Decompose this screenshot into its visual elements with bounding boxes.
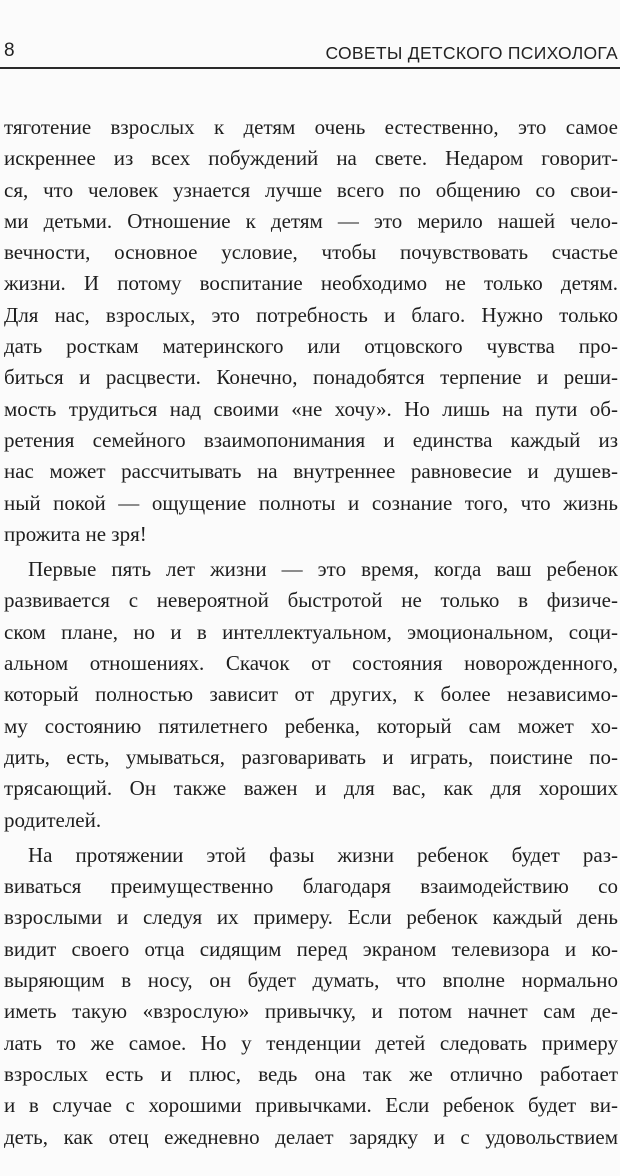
text-line: родителей. — [4, 807, 102, 832]
text-line: му состоянию пятилетнего ребенка, который сам может хо- — [4, 713, 618, 738]
page-number: 8 — [4, 40, 15, 61]
text-line: лать то же самое. Но у тенденции детей следовать примеру — [4, 1030, 618, 1055]
body-text — [4, 112, 618, 1153]
text-line: искреннее из всех побуждений на свете. Недаром говорит- — [4, 146, 618, 171]
text-line: вечности, основное условие, чтобы почувствовать счастье — [4, 240, 618, 265]
text-line: который полностью зависит от других, к более независимо- — [4, 682, 618, 707]
running-header — [0, 36, 620, 70]
text-line: ся, что человек узнается лучше всего по общению со свои- — [4, 177, 618, 202]
text-line: биться и расцвести. Конечно, понадобятся терпение и реши- — [4, 365, 618, 390]
text-line: дать росткам материнского или отцовского чувства про- — [4, 334, 618, 359]
text-line: тяготение взрослых к детям очень естественно, это самое — [4, 115, 618, 139]
text-line: ный покой — ощущение полноты и сознание того, что жизнь — [4, 490, 618, 515]
book-title: СОВЕТЫ ДЕТСКОГО ПСИХОЛОГА — [325, 43, 618, 63]
text-line: жизни. И потому воспитание необходимо не только детям. — [4, 271, 618, 296]
text-line: виваться преимущественно благодаря взаимодействию со — [4, 874, 618, 899]
text-line: нас может рассчитывать на внутреннее равновесие и душев- — [4, 459, 618, 484]
text-line: Первые пять лет жизни — это время, когда ваш ребенок — [28, 557, 618, 582]
text-line: прожита не зря! — [4, 521, 147, 546]
text-line: деть, как отец ежедневно делает зарядку и с удовольствием — [4, 1124, 618, 1149]
text-line: альном отношениях. Скачок от состояния новорожденного, — [4, 651, 618, 676]
text-line: иметь такую «взрослую» привычку, и потом начнет сам де- — [4, 999, 618, 1024]
paragraph-1 — [4, 112, 618, 550]
text-line: ми детьми. Отношение к детям — это мерило нашей чело- — [4, 208, 618, 233]
text-line: взрослых есть и плюс, ведь она так же отлично работает — [4, 1061, 618, 1086]
text-line: трясающий. Он также важен и для вас, как для хороших — [4, 776, 618, 801]
paragraph-3 — [4, 840, 618, 1153]
text-line: и в случае с хорошими привычками. Если ребенок будет ви- — [4, 1093, 618, 1118]
text-line: мость трудиться над своими «не хочу». Но лишь на пути об- — [4, 396, 618, 421]
text-line: дить, есть, умываться, разговаривать и играть, поистине по- — [4, 744, 618, 769]
text-line: выряющим в носу, он будет думать, что вполне нормально — [4, 968, 618, 993]
paragraph-2 — [4, 554, 618, 836]
header-rule — [0, 67, 620, 69]
text-line: развивается с невероятной быстротой не только в физиче- — [4, 588, 618, 613]
text-line: видит своего отца сидящим перед экраном телевизора и ко- — [4, 936, 618, 961]
text-line: ском плане, но и в интеллектуальном, эмоциональном, соци- — [4, 619, 618, 644]
text-line: ретения семейного взаимопонимания и единства каждый из — [4, 427, 618, 452]
text-line: взрослыми и следуя их примеру. Если ребенок каждый день — [4, 905, 618, 930]
text-line: Для нас, взрослых, это потребность и благо. Нужно только — [4, 302, 618, 327]
text-line: На протяжении этой фазы жизни ребенок будет раз- — [28, 842, 618, 867]
